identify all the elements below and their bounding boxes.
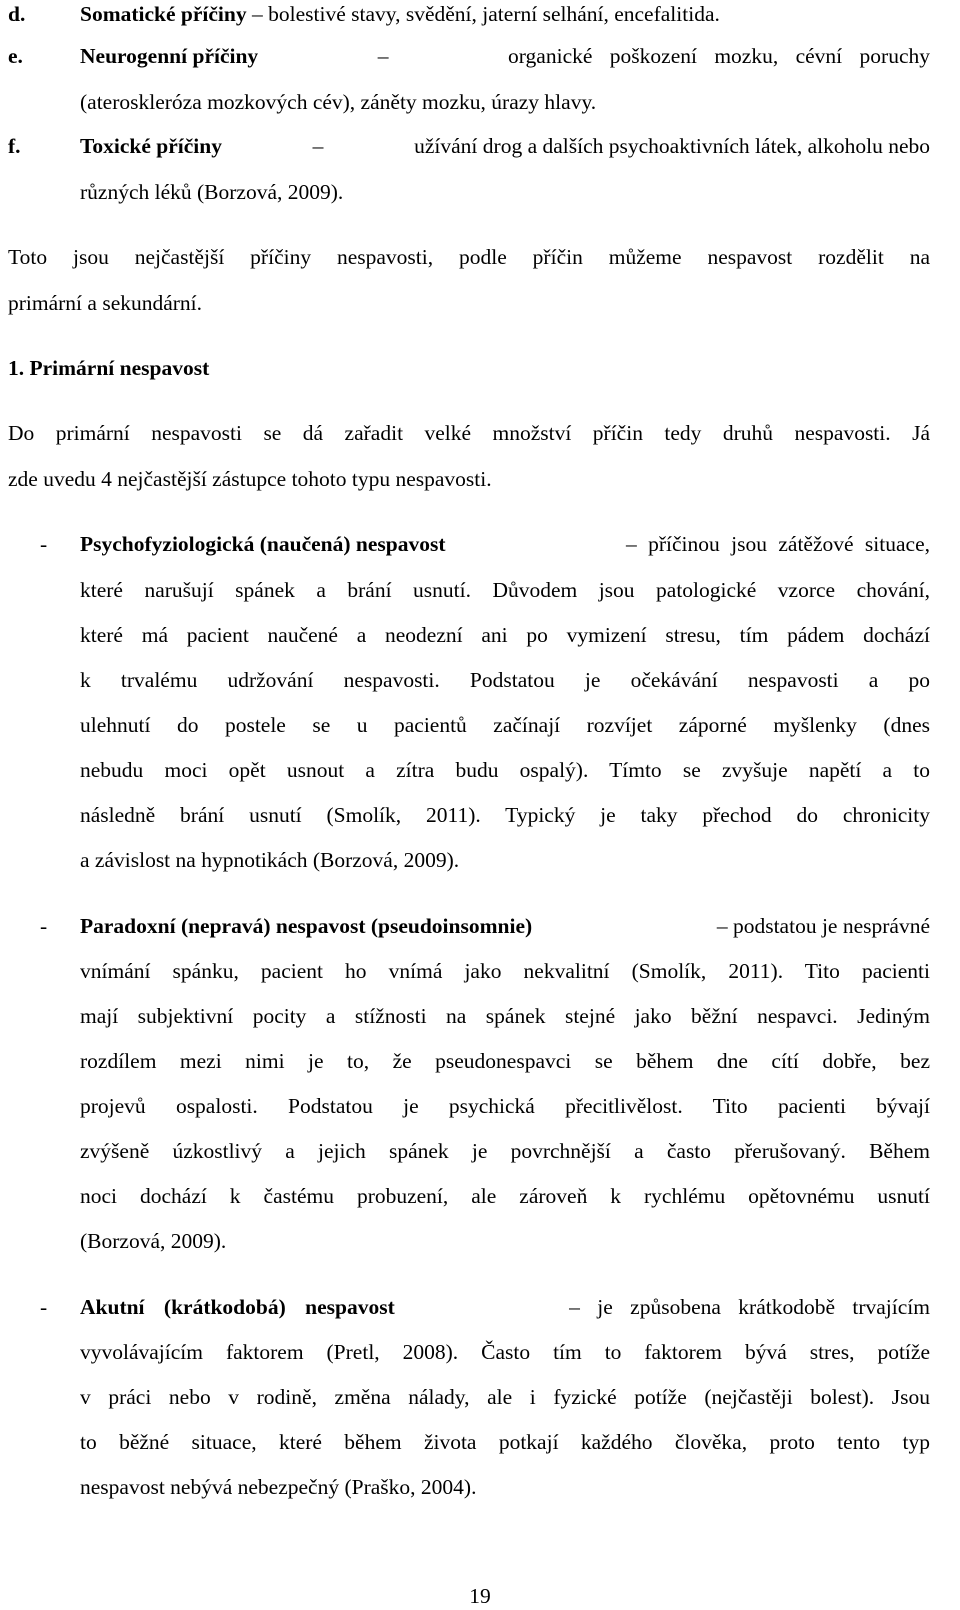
- type-text-line: vyvolávajícím faktorem (Pretl, 2008). Často tím to faktorem bývá stres, potíže: [80, 1340, 930, 1364]
- type-text-line: které má pacient naučené a neodezní ani po vymizení stresu, tím pádem dochází: [80, 623, 930, 647]
- list-marker: f.: [8, 134, 21, 158]
- type-item-paradoxical: [80, 912, 930, 940]
- type-title: Psychofyziologická (naučená) nespavost: [80, 532, 446, 556]
- list-item-text: bolestivé stavy, svědění, jaterní selhání, encefalitida.: [268, 2, 720, 26]
- type-text-line: noci dochází k častému probuzení, ale zároveň k rychlému opětovnému usnutí: [80, 1184, 930, 1208]
- list-item-somatic: Somatické příčiny – bolestivé stavy, svědění, jaterní selhání, encefalitida.: [80, 2, 720, 26]
- list-item-text-cont: různých léků (Borzová, 2009).: [80, 180, 344, 204]
- type-text: – podstatou je nesprávné: [716, 914, 930, 938]
- type-text-line: mají subjektivní pocity a stížnosti na spánek stejné jako běžní nespavci. Jediným: [80, 1004, 930, 1028]
- type-text-line: projevů ospalosti. Podstatou je psychická přecitlivělost. Tito pacienti bývají: [80, 1094, 930, 1118]
- page-number: 19: [469, 1584, 491, 1608]
- type-text-line: nespavost nebývá nebezpečný (Praško, 2004).: [80, 1475, 477, 1499]
- intro-paragraph-line: Toto jsou nejčastější příčiny nespavosti, podle příčin můžeme nespavost rozdělit na: [8, 245, 930, 269]
- type-text-line: ulehnutí do postele se u pacientů začínají rozvíjet záporné myšlenky (dnes: [80, 713, 930, 737]
- section-heading: 1. Primární nespavost: [8, 356, 210, 380]
- list-item-text: užívání drog a dalších psychoaktivních látek, alkoholu nebo: [414, 134, 930, 158]
- list-item-title: Neurogenní příčiny: [80, 44, 259, 68]
- list-item-title: Toxické příčiny: [80, 134, 222, 158]
- type-item-psychophysiological: [80, 530, 930, 558]
- type-text-line: zvýšeně úzkostlivý a jejich spánek je povrchnější a často přerušovaný. Během: [80, 1139, 930, 1163]
- type-title: Akutní (krátkodobá) nespavost: [80, 1295, 395, 1319]
- type-text-line: a závislost na hypnotikách (Borzová, 2009).: [80, 848, 460, 872]
- list-marker: d.: [8, 2, 26, 26]
- list-item-text-cont: (ateroskleróza mozkových cév), záněty mozku, úrazy hlavy.: [80, 90, 597, 114]
- list-item-text: organické poškození mozku, cévní poruchy: [508, 44, 930, 68]
- intro-paragraph-line: primární a sekundární.: [8, 291, 203, 315]
- bullet-dash: -: [40, 1295, 48, 1319]
- list-item-neurogenic: Neurogenní příčiny – organické poškození mozku, cévní poruchy: [80, 44, 930, 68]
- list-item-toxic: Toxické příčiny – užívání drog a dalších psychoaktivních látek, alkoholu nebo: [80, 134, 930, 158]
- type-text-line: které narušují spánek a brání usnutí. Důvodem jsou patologické vzorce chování,: [80, 578, 930, 602]
- type-text-line: nebudu moci opět usnout a zítra budu ospalý). Tímto se zvyšuje napětí a to: [80, 758, 930, 782]
- section-intro-line: zde uvedu 4 nejčastější zástupce tohoto typu nespavosti.: [8, 467, 492, 491]
- list-item-title: Somatické příčiny: [80, 2, 247, 26]
- type-text-line: následně brání usnutí (Smolík, 2011). Typický je taky přechod do chronicity: [80, 803, 930, 827]
- type-title: Paradoxní (nepravá) nespavost (pseudoinsomnie): [80, 914, 533, 938]
- type-item-acute: [80, 1293, 930, 1321]
- type-text-line: vnímání spánku, pacient ho vnímá jako nekvalitní (Smolík, 2011). Tito pacienti: [80, 959, 930, 983]
- type-text: – příčinou jsou zátěžové situace,: [626, 532, 930, 556]
- type-text-line: k trvalému udržování nespavosti. Podstatou je očekávání nespavosti a po: [80, 668, 930, 692]
- list-marker: e.: [8, 44, 23, 68]
- type-text-line: (Borzová, 2009).: [80, 1229, 227, 1253]
- type-text-line: v práci nebo v rodině, změna nálady, ale i fyzické potíže (nejčastěji bolest). Jsou: [80, 1385, 930, 1409]
- type-text: – je způsobena krátkodobě trvajícím: [569, 1295, 930, 1319]
- section-intro-line: Do primární nespavosti se dá zařadit velké množství příčin tedy druhů nespavosti. Já: [8, 421, 930, 445]
- type-text-line: to běžné situace, které během života potkají každého člověka, proto tento typ: [80, 1430, 930, 1454]
- bullet-dash: -: [40, 914, 48, 938]
- bullet-dash: -: [40, 532, 48, 556]
- type-text-line: rozdílem mezi nimi je to, že pseudonespavci se během dne cítí dobře, bez: [80, 1049, 930, 1073]
